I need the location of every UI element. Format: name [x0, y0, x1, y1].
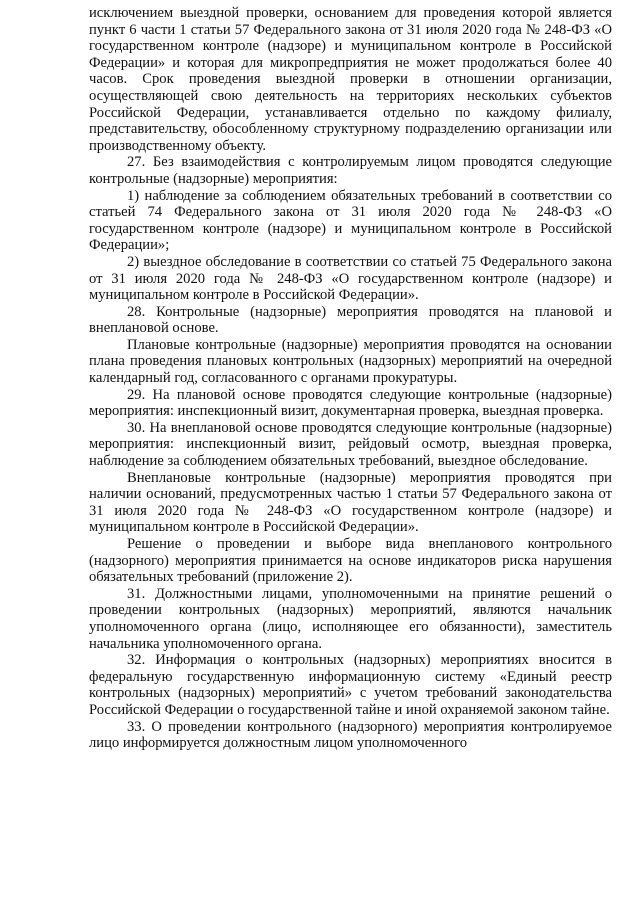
paragraph-clause-29: 29. На плановой основе проводятся следующие контрольные (надзорные) мероприятия: инспекционный визит, документарная проверка, выездная проверка. [89, 386, 612, 420]
paragraph-clause-28: 28. Контрольные (надзорные) мероприятия проводятся на плановой и внеплановой основе. [89, 303, 612, 337]
paragraph-planned-activities: Плановые контрольные (надзорные) мероприятия проводятся на основании плана проведения плановых контрольных (надзорных) мероприятий на очередной календарный год, согласованного с органами прокуратуры. [89, 336, 612, 387]
paragraph-decision: Решение о проведении и выборе вида внепланового контрольного (надзорного) мероприятия принимается на основе индикаторов риска нарушения обязательных требований (приложение 2). [89, 536, 612, 586]
paragraph-clause-30: 30. На внеплановой основе проводятся следующие контрольные (надзорные) мероприятия: инспекционный визит, рейдовый осмотр, выездная проверка, наблюдение за соблюдением обязательных требований, выездное обследование. [89, 419, 612, 470]
paragraph-unplanned-activities: Внеплановые контрольные (надзорные) мероприятия проводятся при наличии оснований, предусмотренных частью 1 статьи 57 Федерального закона от 31 июля 2020 года № 248-ФЗ «О государственном контроле (надзоре) и муниципальном контроле в Российской Федерации». [89, 469, 612, 536]
paragraph-clause-27-item-1: 1) наблюдение за соблюдением обязательных требований в соответствии со статьей 74 Федерального закона от 31 июля 2020 года № 248-ФЗ «О государственном контроле (надзоре) и муниципальном контроле в Российской Федерации»; [89, 187, 612, 254]
paragraph-clause-27-item-2: 2) выездное обследование в соответствии со статьей 75 Федерального закона от 31 июля 2020 года № 248-ФЗ «О государственном контроле (надзоре) и муниципальном контроле в Российской Федерации». [89, 253, 612, 304]
paragraph-clause-31: 31. Должностными лицами, уполномоченными на принятие решений о проведении контрольных (надзорных) мероприятий, являются начальник уполномоченного органа (лицо, исполняющее его обязанности), заместитель начальника уполномоченного органа. [89, 585, 612, 652]
paragraph-clause-27: 27. Без взаимодействия с контролируемым лицом проводятся следующие контрольные (надзорные) мероприятия: [89, 154, 612, 187]
paragraph-clause-32: 32. Информация о контрольных (надзорных) мероприятиях вносится в федеральную государственную информационную систему «Единый реестр контрольных (надзорных) мероприятий» с учетом требований законодательства Российской Федерации о государственной тайне и иной охраняемой законом тайне. [89, 652, 612, 718]
paragraph-clause-33: 33. О проведении контрольного (надзорного) мероприятия контролируемое лицо информируется должностным лицом уполномоченного [89, 718, 612, 752]
paragraph-continuation: исключением выездной проверки, основанием для проведения которой является пункт 6 части 1 статьи 57 Федерального закона от 31 июля 2020 года № 248-ФЗ «О государственном контроле (надзоре) и муниципальном контроле в Российской Федерации» и которая для микропредприятия не может продолжаться более 40 часов. Срок проведения выездной проверки в отношении организации, осуществляющей свою деятельность на территориях нескольких субъектов Российской Федерации, устанавливается отдельно по каждому филиалу, представительству, обособленному структурному подразделению организации или производственному объекту. [89, 5, 612, 154]
